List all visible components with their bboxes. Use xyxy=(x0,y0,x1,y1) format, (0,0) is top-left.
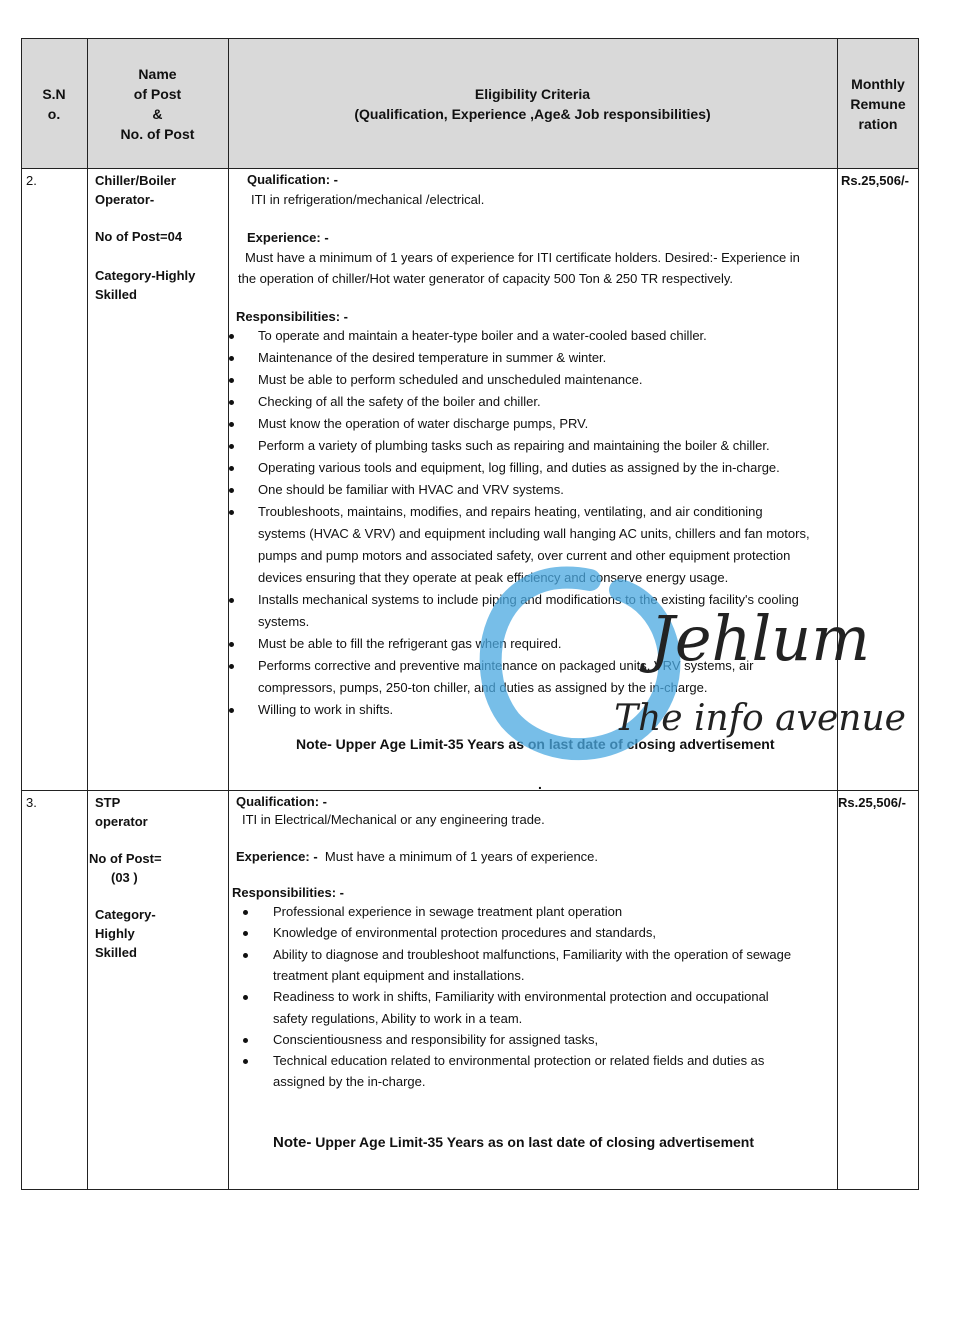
responsibility-item: devices ensuring that they operate at peak efficiency and conserve energy usage. xyxy=(258,570,729,585)
age-note: Note- Upper Age Limit-35 Years as on last date of closing advertisement xyxy=(296,736,775,752)
qualification-label: Qualification: - xyxy=(236,794,327,809)
bullet-icon xyxy=(229,444,234,449)
watermark-subtitle: The info avenue xyxy=(614,698,906,739)
qualification-text: ITI in refrigeration/mechanical /electrical. xyxy=(251,192,485,207)
header-eligibility-criteria: Eligibility Criteria (Qualification, Experience ,Age& Job responsibilities) xyxy=(354,85,711,122)
row-sno: 3. xyxy=(26,795,37,810)
watermark-title: Jehlum xyxy=(649,602,871,675)
header-remuneration: Monthly Remune ration xyxy=(850,75,906,132)
bullet-icon xyxy=(229,642,234,647)
experience-label: Experience: - xyxy=(247,230,329,245)
bullet-icon xyxy=(229,598,234,603)
header-name-of-post: Name of Post & No. of Post xyxy=(120,65,195,142)
responsibility-item: systems. xyxy=(258,614,310,629)
stray-dot: . xyxy=(538,776,542,792)
responsibility-item: Perform a variety of plumbing tasks such as repairing and maintaining the boiler & chiller. xyxy=(258,438,770,453)
bullet-icon xyxy=(229,356,234,361)
responsibility-item: Must be able to fill the refrigerant gas when required. xyxy=(258,636,562,651)
experience-text: Must have a minimum of 1 years of experience for ITI certificate holders. Desired:- Experience in xyxy=(245,250,800,265)
bullet-icon xyxy=(229,400,234,405)
responsibility-item: Ability to diagnose and troubleshoot malfunctions, Familiarity with the operation of sewage xyxy=(273,946,792,962)
responsibility-item: Technical education related to environmental protection or related fields and duties as xyxy=(273,1053,765,1069)
bullet-icon xyxy=(229,664,234,669)
row-sno: 2. xyxy=(26,173,37,188)
responsibility-item: Checking of all the safety of the boiler and chiller. xyxy=(258,394,541,409)
responsibility-item: One should be familiar with HVAC and VRV systems. xyxy=(258,482,564,497)
responsibilities-label: Responsibilities: - xyxy=(236,309,348,324)
bullet-icon xyxy=(229,422,234,427)
responsibility-item: Willing to work in shifts. xyxy=(258,702,394,717)
responsibilities-label: Responsibilities: - xyxy=(232,885,344,900)
qualification-text: ITI in Electrical/Mechanical or any engineering trade. xyxy=(242,812,545,827)
responsibility-item: Readiness to work in shifts, Familiarity with environmental protection and occupational xyxy=(273,989,769,1005)
bullet-icon xyxy=(243,910,248,915)
post-category: Category- Highly Skilled xyxy=(95,907,156,960)
responsibility-item: To operate and maintain a heater-type boiler and a water-cooled based chiller. xyxy=(258,328,707,343)
post-count: No of Post=04 xyxy=(95,229,183,244)
experience-text: the operation of chiller/Hot water generator of capacity 500 Ton & 250 TR respectively. xyxy=(238,271,733,286)
post-count: No of Post= (03 ) xyxy=(89,851,162,885)
responsibility-item: systems (HVAC & VRV) and equipment including wall hanging AC units, chillers and fan motors, xyxy=(258,526,810,541)
responsibility-item: safety regulations, Ability to work in a team. xyxy=(273,1010,523,1026)
responsibility-item: Knowledge of environmental protection procedures and standards, xyxy=(273,925,657,941)
experience-line: Experience: - Must have a minimum of 1 years of experience. xyxy=(236,849,599,864)
responsibility-item: Professional experience in sewage treatment plant operation xyxy=(273,904,623,919)
bullet-icon xyxy=(229,466,234,471)
responsibility-item: Must be able to perform scheduled and unscheduled maintenance. xyxy=(258,372,643,387)
header-sno: S.N o. xyxy=(42,85,66,122)
responsibility-item: Installs mechanical systems to include piping and modifications to the existing facility's cooling xyxy=(258,592,799,607)
remuneration-value: Rs.25,506/- xyxy=(838,795,906,810)
bullet-icon xyxy=(243,953,248,958)
responsibility-item: assigned by the in-charge. xyxy=(273,1074,426,1090)
bullet-icon xyxy=(229,334,234,339)
post-name: STP operator xyxy=(95,795,148,829)
responsibility-item: Performs corrective and preventive maintenance on packaged units, VRV systems, air xyxy=(258,658,754,673)
responsibility-item: pumps and pump motors and associated safety, over current and other equipment protection xyxy=(258,548,791,563)
age-note: Note- Upper Age Limit-35 Years as on last date of closing advertisement xyxy=(273,1134,755,1151)
responsibility-item: treatment plant equipment and installations. xyxy=(273,967,525,983)
bullet-icon xyxy=(229,510,234,515)
responsibility-item: compressors, pumps, 250-ton chiller, and duties as assigned by the in-charge. xyxy=(258,680,708,695)
bullet-icon xyxy=(229,378,234,383)
responsibility-item: Must know the operation of water discharge pumps, PRV. xyxy=(258,416,589,431)
post-category: Category-Highly Skilled xyxy=(95,268,196,302)
responsibility-item: Conscientiousness and responsibility for assigned tasks, xyxy=(273,1031,599,1047)
responsibility-item: Troubleshoots, maintains, modifies, and repairs heating, ventilating, and air conditioning xyxy=(258,504,763,519)
responsibility-item: Operating various tools and equipment, log filling, and duties as assigned by the in-charge. xyxy=(258,460,780,475)
responsibility-item: Maintenance of the desired temperature in summer & winter. xyxy=(258,350,607,365)
post-name: Chiller/Boiler Operator- xyxy=(95,173,176,207)
remuneration-value: Rs.25,506/- xyxy=(841,173,909,188)
bullet-icon xyxy=(229,488,234,493)
qualification-label: Qualification: - xyxy=(247,172,338,187)
bullet-icon xyxy=(243,1038,248,1043)
bullet-icon xyxy=(229,708,234,713)
